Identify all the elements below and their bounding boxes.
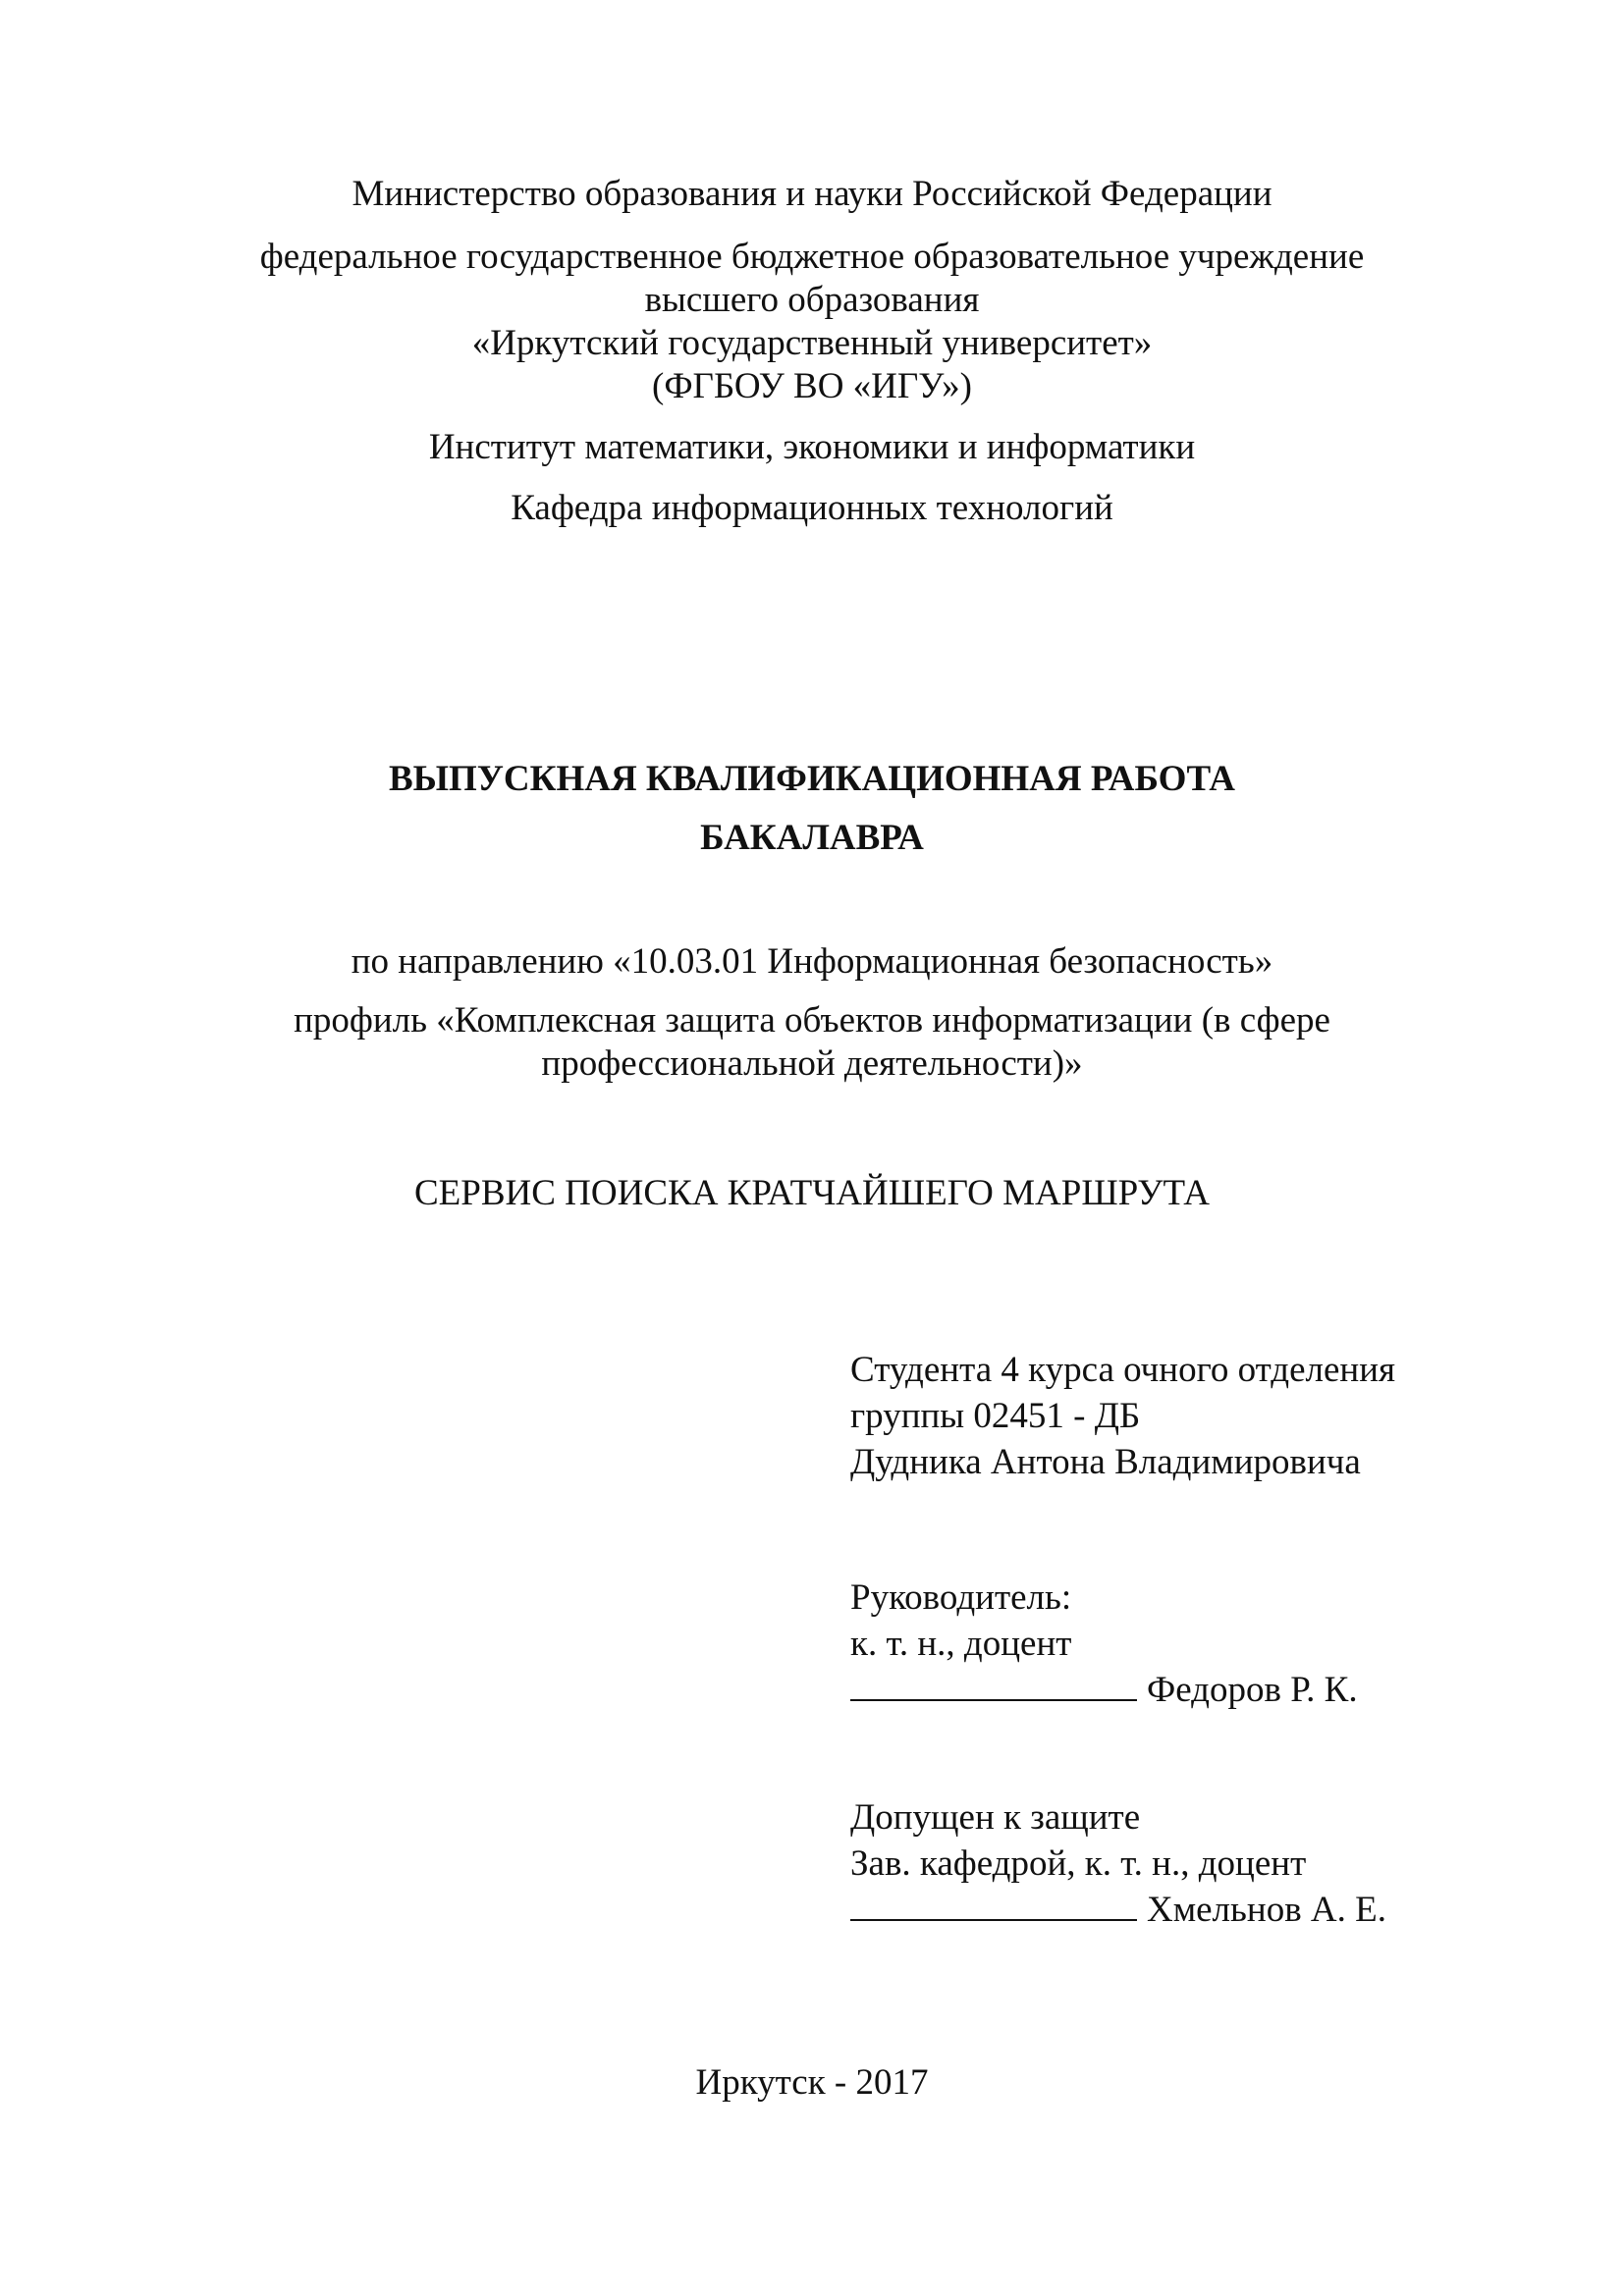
institute-name: Институт математики, экономики и информатики [428,427,1196,467]
ministry-name: Министерство образования и науки Российской Федерации [352,174,1272,214]
profile-block [0,999,1624,1086]
header-ministry-block [0,173,1624,216]
profile-line1: профиль «Комплексная защита объектов информатизации (в сфере [294,1000,1330,1041]
supervisor-label: Руководитель: [850,1577,1072,1618]
institution-type-line1: федеральное государственное бюджетное образовательное учреждение [259,237,1365,277]
supervisor-signature-row [850,1667,1577,1713]
department-head-title: Зав. кафедрой, к. т. н., доцент [850,1843,1307,1884]
admission-label: Допущен к защите [850,1797,1141,1838]
admission-block [850,1794,1577,1933]
institution-type-line2: высшего образования [644,280,980,320]
student-group: группы 02451 - ДБ [850,1396,1141,1436]
direction-line: по направлению «10.03.01 Информационная безопасность» [351,941,1273,982]
signature-line [850,1670,1137,1701]
header-institution-block [0,236,1624,408]
topic-block [0,1172,1624,1215]
university-abbreviation: (ФГБОУ ВО «ИГУ») [652,366,972,406]
header-department-block [0,487,1624,530]
supervisor-block [850,1575,1577,1713]
footer-block [0,2061,1624,2105]
student-course: Студента 4 курса очного отделения [850,1350,1396,1390]
direction-block [0,940,1624,984]
admission-signature-row [850,1887,1577,1933]
department-head-name: Хмельнов А. Е. [1147,1890,1386,1930]
thesis-topic: СЕРВИС ПОИСКА КРАТЧАЙШЕГО МАРШРУТА [414,1173,1210,1213]
profile-line2: профессиональной деятельности)» [541,1043,1083,1084]
supervisor-degree: к. т. н., доцент [850,1624,1072,1664]
supervisor-name: Федоров Р. К. [1147,1670,1358,1710]
work-title-line2: БАКАЛАВРА [700,818,924,858]
student-name: Дудника Антона Владимировича [850,1442,1361,1482]
work-title-line1: ВЫПУСКНАЯ КВАЛИФИКАЦИОННАЯ РАБОТА [388,759,1236,799]
student-block [850,1347,1577,1485]
signature-line [850,1890,1137,1921]
department-name: Кафедра информационных технологий [511,488,1113,528]
city-year: Иркутск - 2017 [695,2062,929,2103]
header-institute-block [0,426,1624,469]
university-name: «Иркутский государственный университет» [471,323,1153,363]
work-title-block [0,750,1624,868]
